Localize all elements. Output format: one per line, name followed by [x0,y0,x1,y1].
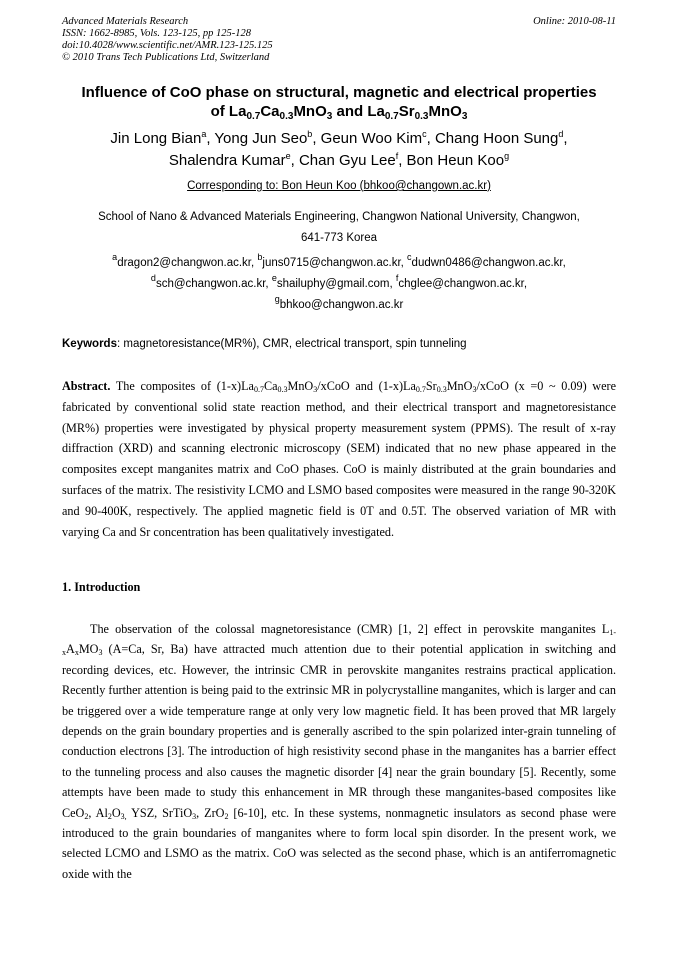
copyright: © 2010 Trans Tech Publications Ltd, Switzerland [62,52,270,63]
email-address[interactable]: sch@changwon.ac.kr, [155,278,272,290]
title-line-2: of $La_{0.7}Ca_{0.3}MnO_3$ and $La_{0.7}Sr_{0.3}MnO_3$ [210,103,468,122]
abstract: Abstract. The composites of $(1-x)La_{0.7}Ca_{0.3}MnO_3$/xCoO and $(1-x)La_{0.7}Sr_{0.3}MnO_3$/xCoO (x =0 ~ 0.09) were fabricated by conventional solid state reaction method, and their electrical transport and magnetoresistance (MR%) properties were investigated by physical property measurement system (PPMS). The result of x-ray diffraction (XRD) and scanning electronic microscopy (SEM) indicated that no new phase appeared in the composites except manganites matrix and CoO phases. CoO is mainly distributed at the grain boundaries and surfaces of the matrix. The resistivity LCMO and LSMO based composites were measured in the range 90-320K and 90-400K, respectively. The applied magnetic field is 0T and 0.5T. The observed variation of MR with varying Ca and Sr concentration has been qualitatively investigated. [62,379,616,539]
author-list [40,128,638,172]
author: Yong Jun Seo [214,130,308,147]
email-address[interactable]: dudwn0486@changwon.ac.kr, [411,257,566,269]
corresponding-email-link[interactable]: bhkoo@changown.ac.kr [363,180,488,192]
author: Shalendra Kumar [168,152,286,169]
title-line-1: Influence of CoO phase on structural, magnetic and electrical properties [81,84,597,101]
email-address[interactable]: dragon2@changwon.ac.kr, [117,257,258,269]
online-date: Online: 2010-08-11 [533,16,616,27]
author-line-1: Jin Long Bian$^a$, Yong Jun Seo$^b$, Geun Woo Kim$^c$, Chang Hoon Sung$^d$, [110,129,568,147]
corresponding-author: Corresponding to: Bon Heun Koo (bhkoo@changown.ac.kr) [187,180,491,192]
keywords-label: Keywords [62,338,117,350]
author: Chan Gyu Lee [298,152,396,169]
paper-title [40,83,638,121]
email-line-1: $^a$dragon2@changwon.ac.kr, $^b$juns0715@changwon.ac.kr, $^c$dudwn0486@changwon.ac.kr, [112,252,566,269]
author: Jin Long Bian [110,130,202,147]
section-heading: 1. Introduction [62,580,141,594]
keywords [62,337,622,351]
author-line-2: Shalendra Kumar$^e$, Chan Gyu Lee$^f$, Bon Heun Koo$^g$ [168,151,510,169]
author: Geun Woo Kim [320,130,423,147]
email-address[interactable]: chglee@changwon.ac.kr, [398,278,528,290]
introduction-paragraph: The observation of the colossal magnetoresistance (CMR) [1, 2] effect in perovskite manganites $L_{1-x}A_xMO_3$ (A=Ca, Sr, Ba) have attracted much attention due to their potential application in switching and recording devices, etc. However, the intrinsic CMR in perovskite manganites restrains practical application. Recently further attention is being paid to the extrinsic MR in polycrystalline manganites, which is larger and can be triggered over a wide temperature range at only very low magnetic field. It has been proved that MR largely depends on the grain boundary properties and is generally ascribed to the spin polarized inter-grain tunneling of conduction electrons [3]. The introduction of high resistivity second phase in the manganites has a barrier effect to the tunneling process and also causes the magnetic disorder [4] near the grain boundary [5]. Recently, some attempts have been made to study this enhancement in MR through these manganites-based composites like CeO$_2$, $Al_2O_{3,}$ YSZ, SrTiO$_3$, ZrO$_2$ [6-10], etc. In these systems, nonmagnetic insulators as second phase were introduced to the grain boundaries of manganites where to form local spin disorder. In the present work, we selected LCMO and LSMO as the matrix. CoO was selected as the second phase, which is an antiferromagnetic oxide with the [62,622,620,881]
email-address[interactable]: bhkoo@changwon.ac.kr [279,299,404,311]
affiliation: School of Nano & Advanced Materials Engineering, Changwon National University, Changwon, 641-773 Korea [98,211,580,244]
email-line-2: $^d$sch@changwon.ac.kr, $^e$shailuphy@gmail.com, $^f$chglee@changwon.ac.kr, [150,273,528,290]
keywords-text: : magnetoresistance(MR%), CMR, electrical transport, spin tunneling [116,338,467,350]
abstract-label: Abstract. [62,379,111,393]
email-address[interactable]: shailuphy@gmail.com, [276,278,396,290]
doi: doi:10.4028/www.scientific.net/AMR.123-125.125 [62,40,273,51]
issn: ISSN: 1662-8985, Vols. 123-125, pp 125-128 [62,28,251,39]
author-emails [50,253,628,316]
email-address[interactable]: juns0715@changwon.ac.kr, [262,257,408,269]
author: Chang Hoon Sung [434,130,559,147]
journal-name: Advanced Materials Research [62,16,189,27]
author: Bon Heun Koo [406,152,505,169]
email-line-3: $^g$bhkoo@changwon.ac.kr [274,294,404,311]
